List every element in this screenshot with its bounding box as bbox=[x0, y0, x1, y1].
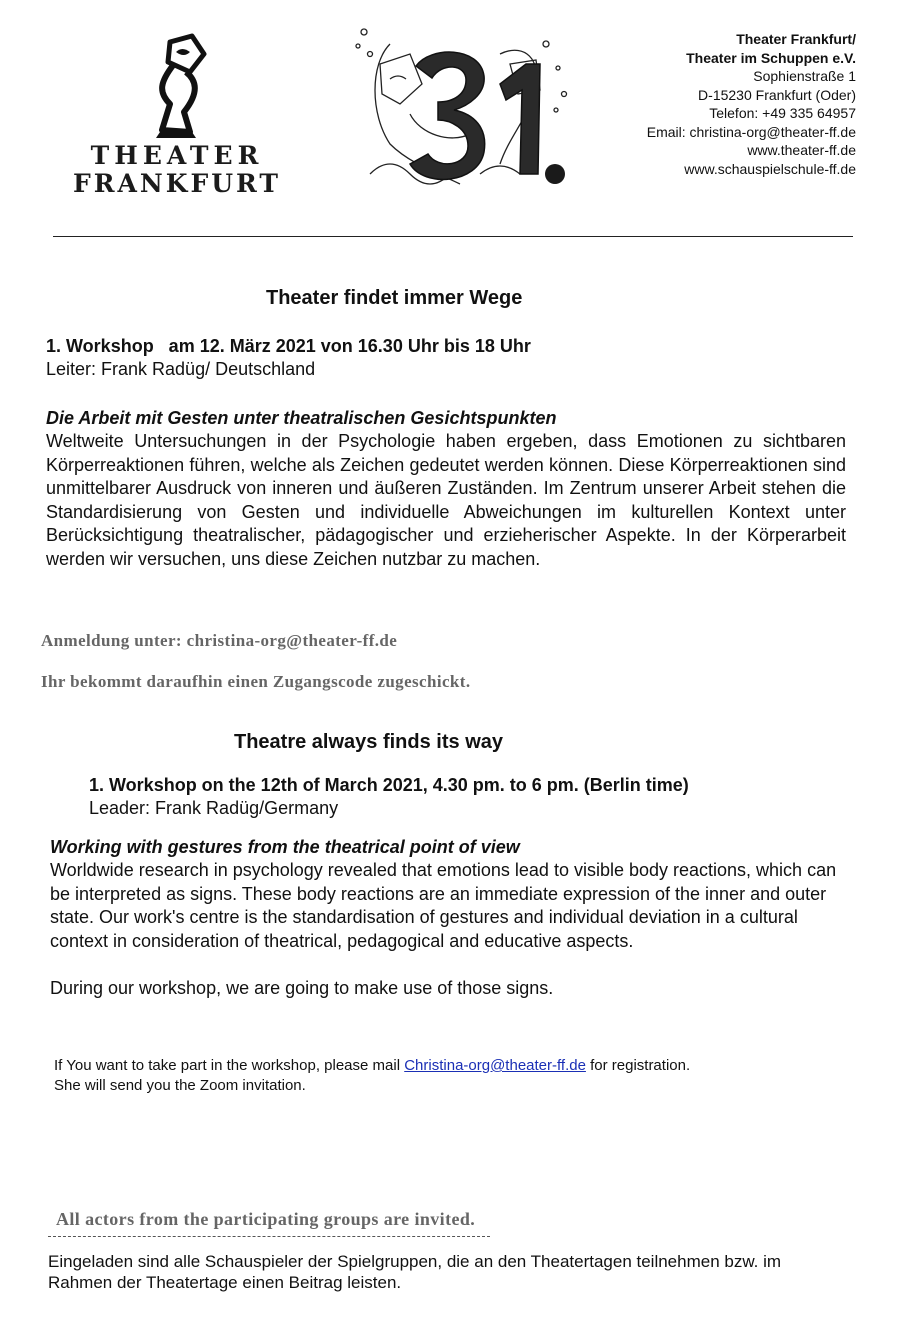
address-block bbox=[647, 30, 856, 178]
mail-prefix-text: If You want to take part in the workshop, please mail bbox=[54, 1057, 405, 1074]
german-body: Weltweite Untersuchungen in der Psychologie haben ergeben, dass Emotionen zu sichtbaren Körperreaktionen führen, welche als Zeichen gedeutet werden können. Diese Körperreaktionen sind unmittelbarer Ausdruck von inneren und äußeren Zuständen. Im Zentrum unserer Arbeit stehen die Standardisierung von Gesten und individuelle Abweichungen im kulturellen Kontext unter Berücksichtigung theatralischer, pädagogischer und erzieherischer Aspekte. In der Körperarbeit werden wir versuchen, uns diese Zeichen nutzbar zu machen. bbox=[46, 431, 846, 569]
english-subtitle: Working with gestures from the theatrical point of view bbox=[50, 837, 520, 857]
registration-email-link[interactable]: Christina-org@theater-ff.de bbox=[404, 1057, 586, 1074]
logo-text-theater: THEATER bbox=[90, 141, 264, 170]
address-phone: Telefon: +49 335 64957 bbox=[709, 105, 856, 121]
german-access-code-note: Ihr bekommt daraufhin einen Zugangscode zugeschickt. bbox=[41, 672, 471, 691]
german-leader: Leiter: Frank Radüg/ Deutschland bbox=[46, 359, 316, 379]
org-name-1: Theater Frankfurt/ bbox=[736, 31, 856, 47]
address-website-school[interactable]: www.schauspielschule-ff.de bbox=[684, 160, 856, 177]
org-name-2: Theater im Schuppen e.V. bbox=[686, 49, 856, 66]
english-body: Worldwide research in psychology revealed that emotions lead to visible body reactions, which can be interpreted as signs. These body reactions are an immediate expression of the inner and outer state. Our work's centre is the standardisation of gestures and individual deviation in a cultural context in consideration of theatrical, pedagogical and educative aspects. bbox=[50, 860, 837, 951]
address-street: Sophienstraße 1 bbox=[753, 68, 856, 84]
invited-german: Eingeladen sind alle Schauspieler der Spielgruppen, die an den Theatertagen teilnehmen bzw. im Rahmen der Theatertage einen Beitrag leisten. bbox=[48, 1252, 782, 1292]
header-divider bbox=[53, 236, 853, 237]
mail-suffix-text: for registration. bbox=[585, 1057, 691, 1074]
footer-dashed-divider bbox=[48, 1236, 490, 1237]
logo-text-frankfurt: FRANKFURT bbox=[73, 169, 281, 198]
english-leader: Leader: Frank Radüg/Germany bbox=[89, 798, 339, 818]
address-website[interactable]: www.theater-ff.de bbox=[747, 142, 856, 158]
invited-english: All actors from the participating groups are invited. bbox=[56, 1209, 476, 1229]
address-city: D-15230 Frankfurt (Oder) bbox=[698, 86, 856, 103]
english-workshop-date: 1. Workshop on the 12th of March 2021, 4.30 pm. to 6 pm. (Berlin time) bbox=[89, 775, 689, 795]
german-registration: Anmeldung unter: christina-org@theater-ff.de bbox=[41, 631, 398, 650]
german-subtitle: Die Arbeit mit Gesten unter theatralischen Gesichtspunkten bbox=[46, 408, 557, 428]
address-email[interactable]: Email: christina-org@theater-ff.de bbox=[646, 123, 856, 140]
german-workshop-date: 1. Workshop am 12. März 2021 von 16.30 Uhr bis 18 Uhr bbox=[46, 336, 531, 356]
zoom-invitation-note: She will send you the Zoom invitation. bbox=[54, 1077, 306, 1094]
english-body-closing: During our workshop, we are going to make use of those signs. bbox=[50, 978, 554, 998]
german-title: Theater findet immer Wege bbox=[266, 287, 523, 309]
theater-logo-mark-icon bbox=[140, 32, 220, 142]
registration-instruction bbox=[54, 1056, 854, 1076]
anniversary-illustration-icon bbox=[350, 24, 580, 196]
english-title: Theatre always finds its way bbox=[234, 731, 503, 753]
